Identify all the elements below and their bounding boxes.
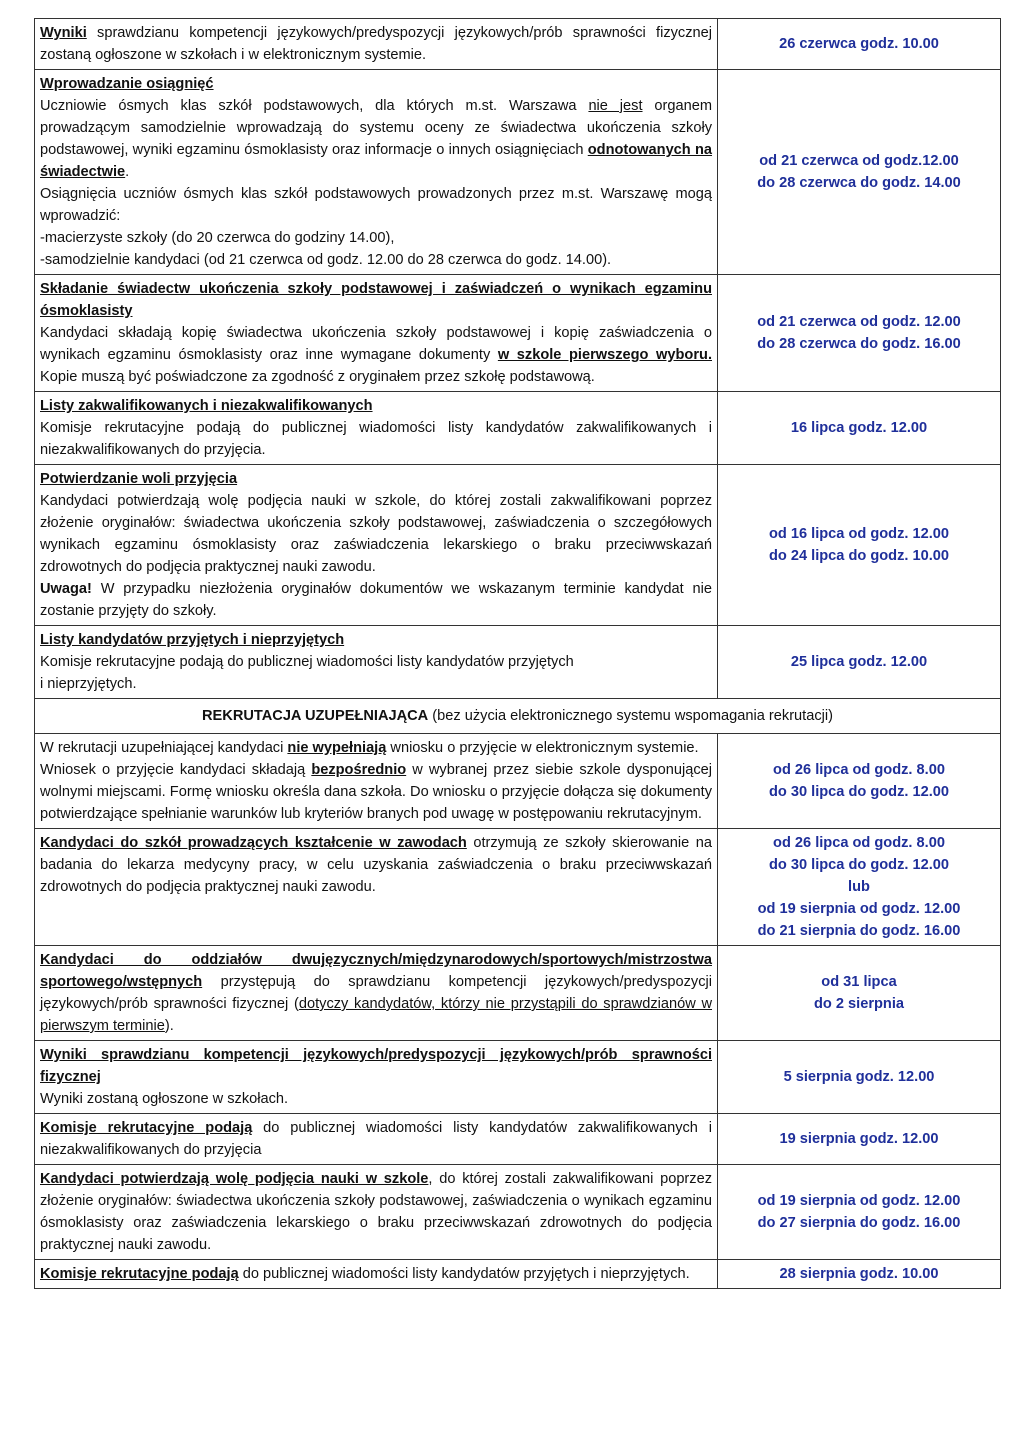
- description-paragraph: [40, 737, 712, 759]
- row-date: [718, 946, 1001, 1041]
- date-line: 16 lipca godz. 12.00: [790, 420, 928, 436]
- schedule-row: [35, 626, 1001, 699]
- date-line: 28 sierpnia godz. 10.00: [779, 1266, 939, 1282]
- row-date: [718, 626, 1001, 699]
- date-line: do 30 lipca do godz. 12.00: [768, 784, 950, 800]
- description-paragraph: [40, 1088, 712, 1110]
- emphasized-text: nie jest: [588, 98, 643, 114]
- emphasized-text: Wyniki: [40, 25, 87, 41]
- text-segment: i nieprzyjętych.: [40, 676, 137, 692]
- row-date: [718, 829, 1001, 946]
- row-date: [718, 465, 1001, 626]
- schedule-row: [35, 1260, 1001, 1289]
- row-date: [718, 1114, 1001, 1165]
- schedule-row: [35, 946, 1001, 1041]
- description-paragraph: [40, 759, 712, 825]
- row-description: [35, 1165, 718, 1260]
- section-header-subtitle: (bez użycia elektronicznego systemu wspomagania rekrutacji): [428, 708, 833, 724]
- section-header: [35, 699, 1001, 734]
- date-line: lub: [848, 879, 870, 895]
- emphasized-text: bezpośrednio: [311, 762, 407, 778]
- text-segment: wniosku o przyjęcie w elektronicznym systemie.: [386, 740, 699, 756]
- text-segment: ).: [164, 1018, 174, 1034]
- description-paragraph: [40, 832, 712, 898]
- text-segment: Wniosek o przyjęcie kandydaci składają: [40, 762, 312, 778]
- text-segment: W rekrutacji uzupełniającej kandydaci: [40, 740, 288, 756]
- text-segment: , do której zostali zakwalifikowani poprzez złożenie oryginałów: świadectwa ukończenia szkoły podstawowej, zaświadczenia o wynikach egzaminu ósmoklasisty oraz zaświadczenia lekarskiego o braku przeciwwskazań zdrowotnych do podjęcia praktycznej nauki zawodu.: [40, 1171, 713, 1253]
- row-date: [718, 1260, 1001, 1289]
- description-paragraph: [40, 629, 712, 651]
- description-paragraph: [40, 278, 712, 322]
- emphasized-text: Komisje rekrutacyjne podają: [40, 1120, 253, 1136]
- description-paragraph: [40, 651, 712, 673]
- description-paragraph: [40, 673, 712, 695]
- schedule-row: [35, 70, 1001, 275]
- date-line: do 24 lipca do godz. 10.00: [768, 548, 950, 564]
- schedule-row: [35, 19, 1001, 70]
- date-line: 19 sierpnia godz. 12.00: [779, 1131, 939, 1147]
- description-paragraph: [40, 1168, 712, 1256]
- emphasized-text: Uwaga!: [40, 581, 92, 597]
- text-segment: w wybranej przez siebie szkole dysponującej wolnymi miejscami. Formę wniosku określa dana szkoła. Do wniosku o przyjęcie dołącza się dokumenty potwierdzające spełnianie warunków lub kryteriów branych pod uwagę w postępowaniu rekrutacyjnym.: [40, 762, 712, 822]
- schedule-row: [35, 275, 1001, 392]
- text-segment: Kandydaci potwierdzają wolę podjęcia nauki w szkole, do której zostali zakwalifikowani poprzez złożenie oryginałów: świadectwa ukończenia szkoły podstawowej, zaświadczenia o szczegółowych wynikach egzaminu ósmoklasisty oraz zaświadczenia lekarskiego o braku przeciwwskazań zdrowotnych do podjęcia praktycznej nauki zawodu.: [40, 493, 712, 575]
- date-line: od 21 czerwca od godz. 12.00: [757, 314, 961, 330]
- row-description: [35, 465, 718, 626]
- date-line: do 21 sierpnia do godz. 16.00: [757, 923, 961, 939]
- text-segment: Komisje rekrutacyjne podają do publicznej wiadomości listy kandydatów zakwalifikowanych i niezakwalifikowanych do przyjęcia.: [40, 420, 712, 458]
- text-segment: Kopie muszą być poświadczone za zgodność z oryginałem przez szkołę podstawową.: [40, 369, 595, 385]
- section-header-title: REKRUTACJA UZUPEŁNIAJĄCA: [202, 708, 429, 724]
- date-line: od 26 lipca od godz. 8.00: [773, 835, 945, 851]
- description-paragraph: [40, 249, 712, 271]
- description-paragraph: [40, 490, 712, 578]
- date-line: od 21 czerwca od godz.12.00: [759, 153, 959, 169]
- description-paragraph: [40, 1117, 712, 1161]
- emphasized-text: Wprowadzanie osiągnięć: [40, 76, 214, 92]
- emphasized-text: odnotowanych na świadectwie: [40, 142, 713, 180]
- description-paragraph: [40, 468, 712, 490]
- date-line: do 30 lipca do godz. 12.00: [768, 857, 950, 873]
- row-date: [718, 275, 1001, 392]
- emphasized-text: Listy zakwalifikowanych i niezakwalifikowanych: [40, 398, 373, 414]
- emphasized-text: Potwierdzanie woli przyjęcia: [40, 471, 238, 487]
- emphasized-text: w szkole pierwszego wyboru.: [497, 347, 712, 363]
- row-description: [35, 626, 718, 699]
- schedule-row: [35, 1114, 1001, 1165]
- text-segment: organem prowadzącym samodzielnie wprowadzają do systemu oceny ze świadectwa ukończenia szkoły podstawowej, wyniki egzaminu ósmoklasisty oraz informacje o innych osiągnięciach: [40, 98, 712, 158]
- row-description: [35, 829, 718, 946]
- date-line: od 19 sierpnia od godz. 12.00: [757, 1193, 961, 1209]
- date-line: do 28 czerwca do godz. 14.00: [757, 175, 961, 191]
- schedule-section-header-row: [35, 699, 1001, 734]
- text-segment: W przypadku niezłożenia oryginałów dokumentów we wskazanym terminie kandydat nie zostanie przyjęty do szkoły.: [40, 581, 712, 619]
- description-paragraph: [40, 1044, 712, 1088]
- date-line: do 27 sierpnia do godz. 16.00: [757, 1215, 961, 1231]
- row-description: [35, 946, 718, 1041]
- description-paragraph: [40, 22, 712, 66]
- schedule-row: [35, 1041, 1001, 1114]
- text-segment: Uczniowie ósmych klas szkół podstawowych, dla których m.st. Warszawa: [40, 98, 589, 114]
- description-paragraph: [40, 417, 712, 461]
- description-paragraph: [40, 322, 712, 388]
- schedule-row: [35, 1165, 1001, 1260]
- date-line: od 19 sierpnia od godz. 12.00: [757, 901, 961, 917]
- date-line: od 16 lipca od godz. 12.00: [768, 526, 950, 542]
- text-segment: do publicznej wiadomości listy kandydatów przyjętych i nieprzyjętych.: [238, 1266, 690, 1282]
- emphasized-text: Składanie świadectw ukończenia szkoły podstawowej i zaświadczeń o wynikach egzaminu ósmoklasisty: [40, 281, 712, 319]
- schedule-table: [34, 18, 1001, 1289]
- row-description: [35, 1041, 718, 1114]
- description-paragraph: [40, 395, 712, 417]
- row-date: [718, 392, 1001, 465]
- emphasized-text: Kandydaci do szkół prowadzących kształcenie w zawodach: [40, 835, 467, 851]
- text-segment: sprawdzianu kompetencji językowych/predyspozycji językowych/prób sprawności fizycznej zostaną ogłoszone w szkołach i w elektronicznym systemie.: [40, 25, 712, 63]
- description-paragraph: [40, 227, 712, 249]
- text-segment: Wyniki zostaną ogłoszone w szkołach.: [40, 1091, 289, 1107]
- row-description: [35, 275, 718, 392]
- text-segment: do publicznej wiadomości listy kandydatów zakwalifikowanych i niezakwalifikowanych do przyjęcia: [40, 1120, 713, 1158]
- emphasized-text: dotyczy kandydatów, którzy nie przystąpili do sprawdzianów w pierwszym terminie: [40, 996, 713, 1034]
- row-date: [718, 19, 1001, 70]
- date-line: 25 lipca godz. 12.00: [790, 654, 928, 670]
- text-segment: .: [125, 164, 130, 180]
- text-segment: Kandydaci składają kopię świadectwa ukończenia szkoły podstawowej i kopię zaświadczenia o wynikach egzaminu ósmoklasisty oraz inne wymagane dokumenty: [40, 325, 712, 363]
- date-line: do 28 czerwca do godz. 16.00: [757, 336, 961, 352]
- description-paragraph: [40, 578, 712, 622]
- schedule-row: [35, 465, 1001, 626]
- row-description: [35, 70, 718, 275]
- date-line: 26 czerwca godz. 10.00: [779, 36, 939, 52]
- emphasized-text: nie wypełniają: [287, 740, 387, 756]
- description-paragraph: [40, 1263, 712, 1285]
- description-paragraph: [40, 949, 712, 1037]
- date-line: 5 sierpnia godz. 12.00: [783, 1069, 935, 1085]
- schedule-row: [35, 392, 1001, 465]
- row-description: [35, 1114, 718, 1165]
- schedule-page: [34, 18, 999, 1289]
- date-line: od 31 lipca: [821, 974, 897, 990]
- text-segment: -macierzyste szkoły (do 20 czerwca do godziny 14.00),: [40, 230, 395, 246]
- schedule-primary-rows: [35, 19, 1001, 699]
- row-description: [35, 392, 718, 465]
- row-description: [35, 734, 718, 829]
- row-description: [35, 19, 718, 70]
- text-segment: przystępują do sprawdzianu kompetencji językowych/predyspozycji językowych/prób sprawności fizycznej (: [40, 974, 712, 1012]
- schedule-row: [35, 734, 1001, 829]
- description-paragraph: [40, 73, 712, 95]
- description-paragraph: [40, 95, 712, 183]
- text-segment: Osiągnięcia uczniów ósmych klas szkół podstawowych prowadzonych przez m.st. Warszawę mogą wprowadzić:: [40, 186, 712, 224]
- description-paragraph: [40, 183, 712, 227]
- text-segment: otrzymują ze szkoły skierowanie na badania do lekarza medycyny pracy, w celu uzyskania zaświadczenia o braku przeciwwskazań zdrowotnych do podjęcia praktycznej nauki zawodu.: [40, 835, 712, 895]
- row-date: [718, 1165, 1001, 1260]
- emphasized-text: Komisje rekrutacyjne podają: [40, 1266, 239, 1282]
- row-description: [35, 1260, 718, 1289]
- text-segment: Komisje rekrutacyjne podają do publicznej wiadomości listy kandydatów przyjętych: [40, 654, 574, 670]
- date-line: do 2 sierpnia: [813, 996, 905, 1012]
- row-date: [718, 1041, 1001, 1114]
- emphasized-text: Wyniki sprawdzianu kompetencji językowych/predyspozycji językowych/prób sprawności fizycznej: [40, 1047, 712, 1085]
- date-line: od 26 lipca od godz. 8.00: [773, 762, 945, 778]
- schedule-row: [35, 829, 1001, 946]
- emphasized-text: Kandydaci potwierdzają wolę podjęcia nauki w szkole: [40, 1171, 429, 1187]
- text-segment: -samodzielnie kandydaci (od 21 czerwca od godz. 12.00 do 28 czerwca do godz. 14.00).: [40, 252, 612, 268]
- schedule-supplementary-rows: [35, 734, 1001, 1289]
- row-date: [718, 70, 1001, 275]
- emphasized-text: Listy kandydatów przyjętych i nieprzyjętych: [40, 632, 345, 648]
- row-date: [718, 734, 1001, 829]
- emphasized-text: Kandydaci do oddziałów dwujęzycznych/międzynarodowych/sportowych/mistrzostwa sportowego/wstępnych: [40, 952, 712, 990]
